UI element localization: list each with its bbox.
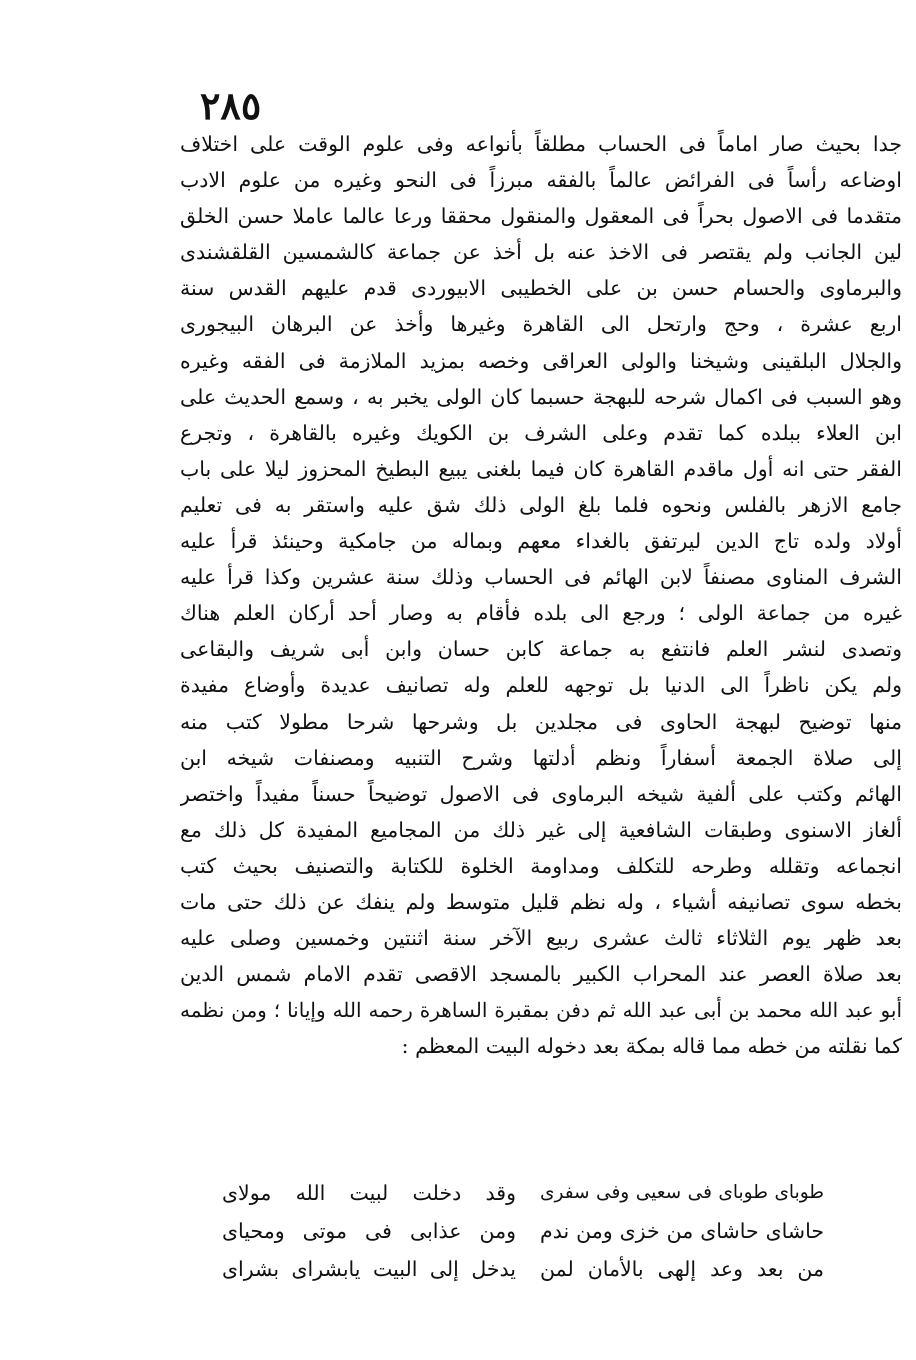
poem-verse xyxy=(222,1212,824,1250)
text-line: أبو عبد الله محمد بن أبى عبد الله ثم دفن بمقبرة الساهرة رحمه الله وإيانا ؛ ومن نظمه xyxy=(180,998,902,1023)
text-line: لين الجانب ولم يقتصر فى الاخذ عنه بل أخذ عن جماعة كالشمسين القلقشندى xyxy=(180,240,902,265)
poem xyxy=(222,1174,824,1288)
body-text xyxy=(180,126,902,1064)
text-line: بخطه سوى تصانيفه أشياء ، وله نظم قليل متوسط ولم ينفك عن ذلك حتى مات xyxy=(180,889,902,914)
text-line: إلى صلاة الجمعة أسفاراً ونظم أدلتها وشرح التنبيه ومصنفات شيخه ابن xyxy=(180,745,902,770)
text-line: الهائم وكتب على ألفية شيخه البرماوى فى الاصول توضيحاً حسناً مفيداً واختصر xyxy=(180,781,902,806)
text-line: وتصدى لنشر العلم فانتفع به جماعة كابن حسان وابن أبى شريف والبقاعى xyxy=(180,637,902,662)
poem-hemistich-first: حاشاى حاشاى من خزى ومن ندم xyxy=(540,1219,824,1243)
text-line: وهو السبب فى اكمال شرحه للبهجة حسبما كان الولى يخبر به ، وسمع الحديث على xyxy=(180,384,902,409)
text-line: ولم يكن ناظراً الى الدنيا بل توجهه للعلم وله تصانيف عديدة وأوضاع مفيدة xyxy=(180,673,902,698)
text-line: والبرماوى والحسام حسن بن على الخطيبى الابيوردى قدم عليهم القدس سنة xyxy=(180,276,902,301)
text-line: بعد ظهر يوم الثلاثاء ثالث عشرى ربيع الآخر سنة اثنتين وخمسين وصلى عليه xyxy=(180,926,902,951)
page-number: ٢٨٥ xyxy=(200,83,262,128)
text-line: بعد صلاة العصر عند المحراب الكبير بالمسجد الاقصى تقدم الامام شمس الدين xyxy=(180,962,902,987)
text-line: متقدما فى الاصول بحراً فى المعقول والمنقول محققا ورعا عالما عاملا حسن الخلق xyxy=(180,204,902,229)
text-line: اوضاعه رأساً فى الفرائض عالماً بالفقه مبرزاً فى النحو وغيره من علوم الادب xyxy=(180,168,902,193)
poem-hemistich-second: ومن عذابى فى موتى ومحياى xyxy=(222,1219,516,1243)
text-line: غيره من جماعة الولى ؛ ورجع الى بلده فأقام به وصار أحد أركان العلم هناك xyxy=(180,601,902,626)
text-line: ألغاز الاسنوى وطبقات الشافعية إلى غير ذلك من المجاميع المفيدة كل ذلك مع xyxy=(180,817,902,842)
poem-verse xyxy=(222,1250,824,1288)
poem-hemistich-second: يدخل إلى البيت يابشراى بشراى xyxy=(222,1257,516,1281)
text-line: والجلال البلقينى وشيخنا والولى العراقى وخصه بمزيد الملازمة فى الفقه وغيره xyxy=(180,348,902,373)
text-line: ابن العلاء ببلده كما تقدم وعلى الشرف بن الكويك وغيره بالقاهرة ، وتجرع xyxy=(180,420,902,445)
text-line: جامع الازهر بالفلس ونحوه فلما بلغ الولى ذلك شق عليه واستقر به فى تعليم xyxy=(180,492,902,517)
poem-hemistich-first: طوباى طوباى فى سعيى وفى سفرى xyxy=(540,1182,824,1203)
text-line: منها توضيح لبهجة الحاوى فى مجلدين بل وشرحها شرحا مطولا كتب منه xyxy=(180,709,902,734)
poem-hemistich-second: وقد دخلت لبيت الله مولاى xyxy=(222,1181,516,1205)
text-line: انجماعه وتقلله وطرحه للتكلف ومداومة الخلوة للكتابة والتصنيف بحيث كتب xyxy=(180,853,902,878)
text-line: أولاد ولده تاج الدين ليرتفق بالغداء معهم وبماله من جامكية وحينئذ قرأ عليه xyxy=(180,529,902,554)
text-line: الفقر حتى انه أول ماقدم القاهرة كان فيما بلغنى يبيع البطيخ المحزوز ليلا على باب xyxy=(180,456,902,481)
text-line: الشرف المناوى مصنفاً لابن الهائم فى الحساب وذلك سنة عشرين وكذا قرأ عليه xyxy=(180,565,902,590)
poem-verse xyxy=(222,1174,824,1212)
text-line: اربع عشرة ، وحج وارتحل الى القاهرة وغيرها وأخذ عن البرهان البيجورى xyxy=(180,312,902,337)
text-line: كما نقلته من خطه مما قاله بمكة بعد دخوله البيت المعظم : xyxy=(401,1034,902,1059)
poem-hemistich-first: من بعد وعد إلهى بالأمان لمن xyxy=(540,1257,824,1281)
text-line: جدا بحيث صار اماماً فى الحساب مطلقاً بأنواعه وفى علوم الوقت على اختلاف xyxy=(180,132,902,156)
